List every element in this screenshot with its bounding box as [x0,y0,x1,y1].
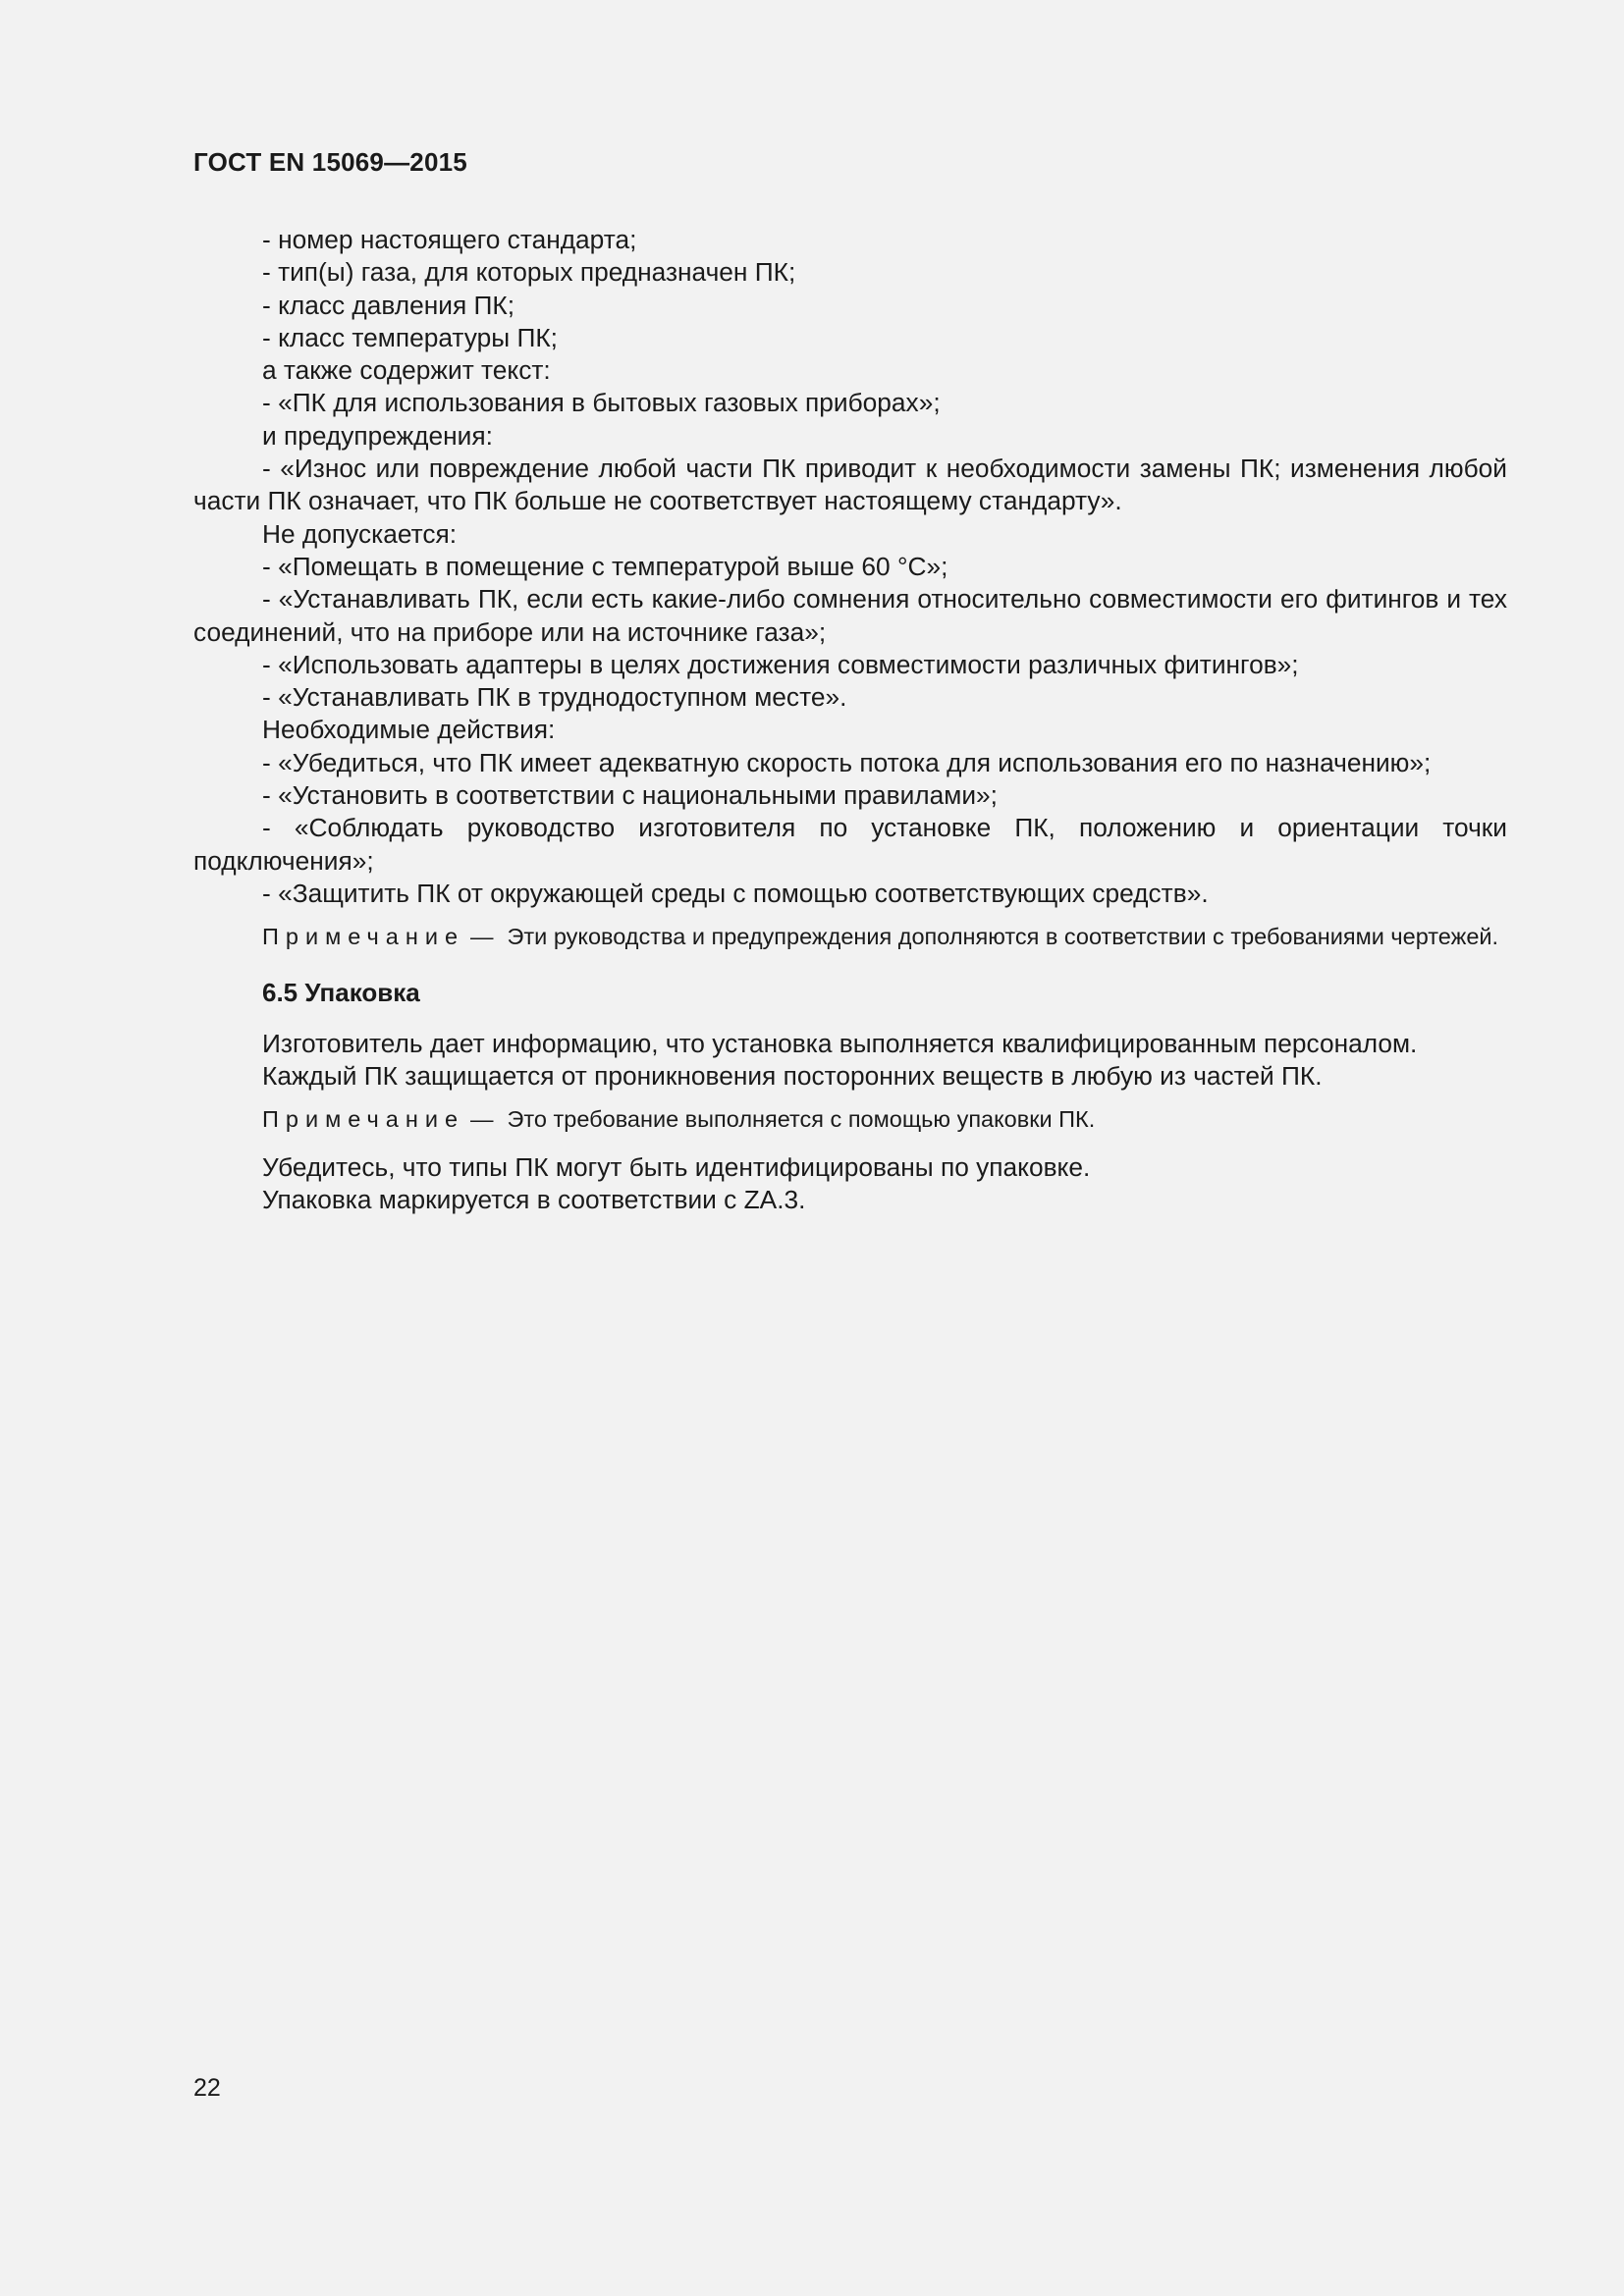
list-item: - «Устанавливать ПК в труднодоступном месте». [262,682,847,713]
list-intro: Необходимые действия: [262,715,556,745]
section-title: 6.5 Упаковка [262,978,420,1008]
list-item: - «Использовать адаптеры в целях достижения совместимости различных фитингов»; [262,649,1299,679]
marking-list [193,224,1507,910]
note-drawings [193,922,1507,951]
section-paragraphs [193,1028,1507,1094]
list-item: - «Износ или повреждение любой части ПК приводит к необходимости замены ПК; изменения любой части ПК означает, что ПК больше не соответствует настоящему стандарту». [193,454,1507,516]
list-intro: а также содержит текст: [262,355,551,386]
note-label: Примечание [262,1106,465,1133]
note-text: Это требование выполняется с помощью упаковки ПК. [507,1106,1096,1133]
paragraph: Упаковка маркируется в соответствии с ZA.3. [262,1185,806,1215]
list-item: - «Соблюдать руководство изготовителя по установке ПК, положению и ориентации точки подключения»; [193,813,1507,876]
list-item: - «Помещать в помещение с температурой выше 60 °С»; [262,551,948,581]
list-item: - «Устанавливать ПК, если есть какие-либо сомнения относительно совместимости его фитингов и тех соединений, что на приборе или на источнике газа»; [193,584,1507,647]
note-dash: — [470,1106,494,1133]
list-item: - «Установить в соответствии с национальными правилами»; [262,780,998,811]
list-intro: и предупреждения: [262,420,493,451]
list-item: - класс давления ПК; [262,290,515,320]
document-body [193,224,1507,1217]
paragraph: Убедитесь, что типы ПК могут быть идентифицированы по упаковке. [262,1152,1091,1183]
list-item: - номер настоящего стандарта; [262,225,637,254]
document-header: ГОСТ EN 15069—2015 [193,147,467,177]
note-dash: — [470,924,494,950]
section-paragraphs [193,1151,1507,1217]
list-item: - «ПК для использования в бытовых газовых приборах»; [262,388,941,418]
note-packaging [193,1104,1507,1134]
list-intro: Не допускается: [262,518,458,549]
note-label: Примечание [262,924,465,950]
paragraph: Каждый ПК защищается от проникновения посторонних веществ в любую из частей ПК. [262,1060,1323,1091]
page-number: 22 [193,2074,221,2102]
paragraph: Изготовитель дает информацию, что установка выполняется квалифицированным персоналом. [262,1028,1418,1058]
note-text: Эти руководства и предупреждения дополняются в соответствии с требованиями чертежей. [507,924,1499,950]
list-item: - тип(ы) газа, для которых предназначен ПК; [262,257,796,288]
list-item: - «Убедиться, что ПК имеет адекватную скорость потока для использования его по назначению»; [262,747,1432,777]
list-item: - класс температуры ПК; [262,322,558,352]
list-item: - «Защитить ПК от окружающей среды с помощью соответствующих средств». [262,878,1209,908]
